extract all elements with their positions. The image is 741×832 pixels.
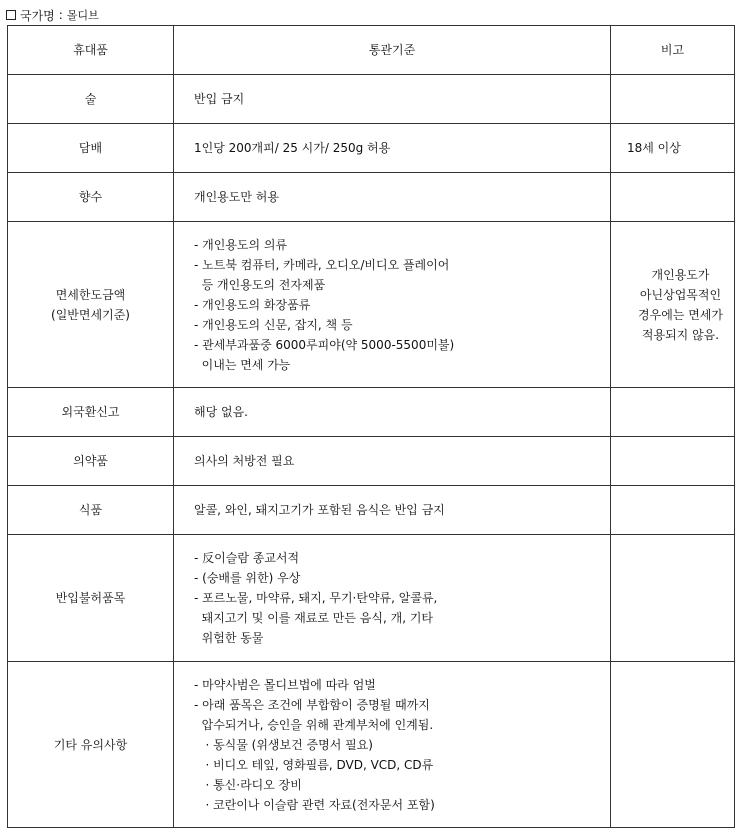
table-row: [8, 486, 735, 535]
item-cell: [8, 486, 174, 535]
standard-cell-line: - (숭배를 위한) 우상: [194, 571, 301, 585]
remarks-cell-line: 적용되지 않음.: [641, 327, 720, 342]
standard-cell-line: - 관세부과품중 6000루피야(약 5000-5500미불): [194, 337, 455, 352]
column-header-item: 휴대품: [8, 26, 174, 75]
standard-cell: [174, 535, 611, 662]
remarks-cell-line: 개인용도가: [651, 267, 710, 282]
remarks-cell: [611, 222, 735, 388]
item-cell: [8, 75, 174, 124]
standard-cell: [174, 486, 611, 535]
remarks-cell: [611, 662, 735, 828]
standard-cell-line: 압수되거나, 승인을 위해 관계부처에 인계됨.: [194, 717, 434, 732]
standard-cell-line: 해당 없음.: [194, 405, 248, 419]
customs-table: [7, 25, 735, 828]
standard-cell: [174, 662, 611, 828]
table-row: [8, 437, 735, 486]
item-cell: [8, 388, 174, 437]
item-cell-line: (일반면세기준): [51, 307, 130, 322]
remarks-cell: [611, 124, 735, 173]
remarks-cell: [611, 75, 735, 124]
column-header-standard: 통관기준: [174, 26, 611, 75]
standard-cell-line: · 코란이나 이슬람 관련 자료(전자문서 포함): [194, 797, 435, 812]
column-header-remarks: 비고: [611, 26, 735, 75]
country-header: [6, 6, 99, 24]
standard-cell-line: - 反이슬람 종교서적: [194, 551, 300, 565]
remarks-cell: [611, 535, 735, 662]
standard-cell-line: - 마약사범은 몰디브법에 따라 엄벌: [194, 677, 376, 692]
remarks-cell: [611, 388, 735, 437]
item-cell-line: 의약품: [73, 454, 108, 468]
table-row: [8, 662, 735, 828]
standard-cell-line: 이내는 면세 가능: [194, 357, 291, 372]
standard-cell-line: 의사의 처방전 필요: [194, 454, 295, 468]
standard-cell-line: · 동식물 (위생보건 증명서 필요): [194, 737, 373, 752]
table-row: [8, 388, 735, 437]
item-cell-line: 향수: [78, 190, 103, 204]
standard-cell-line: · 비디오 테잎, 영화필름, DVD, VCD, CD류: [194, 757, 434, 772]
item-cell: [8, 124, 174, 173]
standard-cell-line: - 개인용도의 신문, 잡지, 책 등: [194, 317, 353, 332]
item-cell: [8, 222, 174, 388]
standard-cell-line: 알콜, 와인, 돼지고기가 포함된 음식은 반입 금지: [194, 503, 445, 517]
standard-cell-line: 위험한 동물: [194, 631, 264, 645]
table-row: [8, 173, 735, 222]
standard-cell-line: 1인당 200개피/ 25 시가/ 250g 허용: [194, 141, 391, 155]
standard-cell: [174, 124, 611, 173]
standard-cell: [174, 222, 611, 388]
standard-cell: [174, 437, 611, 486]
item-cell-line: 면세한도금액: [55, 287, 126, 302]
item-cell: [8, 535, 174, 662]
country-label: 국가명: [20, 8, 55, 23]
remarks-cell-line: 아닌상업목적인: [639, 287, 722, 302]
item-cell-line: 식품: [78, 503, 103, 517]
table-row: [8, 222, 735, 388]
label-separator: :: [58, 8, 63, 22]
remarks-cell-line: 경우에는 면세가: [638, 307, 723, 322]
item-cell: [8, 662, 174, 828]
item-cell-line: 담배: [78, 141, 103, 155]
table-row: [8, 75, 735, 124]
checkbox-icon: [6, 10, 16, 20]
standard-cell: [174, 388, 611, 437]
item-cell-line: 외국환신고: [61, 405, 120, 419]
standard-cell: [174, 75, 611, 124]
standard-cell: [174, 173, 611, 222]
standard-cell-line: - 포르노물, 마약류, 돼지, 무기·탄약류, 알콜류,: [194, 591, 438, 605]
item-cell-line: 술: [84, 92, 97, 106]
standard-cell-line: 개인용도만 허용: [194, 190, 279, 204]
table-row: [8, 535, 735, 662]
standard-cell-line: - 개인용도의 화장품류: [194, 297, 311, 312]
item-cell: [8, 173, 174, 222]
standard-cell-line: 등 개인용도의 전자제품: [194, 277, 326, 292]
remarks-cell: [611, 437, 735, 486]
item-cell-line: 기타 유의사항: [53, 737, 128, 752]
remarks-cell: [611, 173, 735, 222]
standard-cell-line: - 아래 품목은 조건에 부합함이 증명될 때까지: [194, 697, 430, 712]
standard-cell-line: - 노트북 컴퓨터, 카메라, 오디오/비디오 플레이어: [194, 257, 450, 272]
standard-cell-line: · 통신·라디오 장비: [194, 777, 302, 792]
standard-cell-line: - 개인용도의 의류: [194, 237, 288, 252]
remarks-cell: [611, 486, 735, 535]
standard-cell-line: 돼지고기 및 이를 재료로 만든 음식, 개, 기타: [194, 611, 434, 625]
table-row: [8, 124, 735, 173]
table-header-row: [8, 26, 735, 75]
item-cell: [8, 437, 174, 486]
country-name: 몰디브: [66, 9, 99, 22]
item-cell-line: 반입불허품목: [55, 591, 126, 605]
remarks-cell-line: 18세 이상: [627, 141, 681, 155]
standard-cell-line: 반입 금지: [194, 92, 245, 106]
